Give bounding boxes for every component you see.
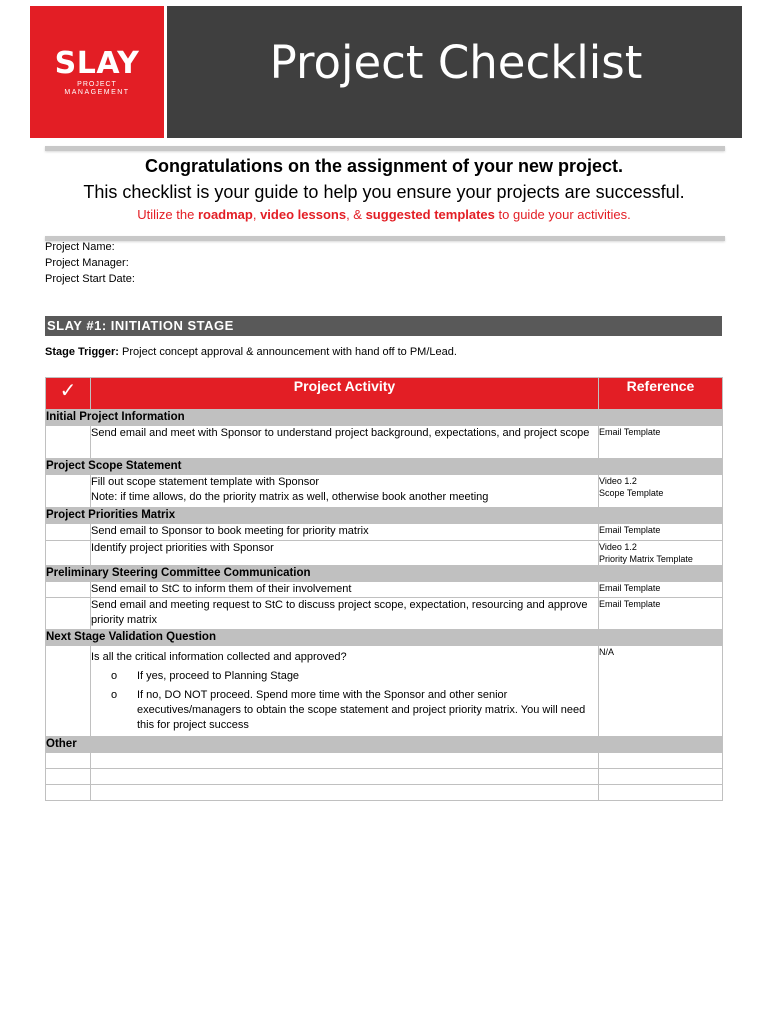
table-row xyxy=(46,753,723,769)
table-header-row xyxy=(46,378,723,410)
checkbox-cell[interactable] xyxy=(46,646,91,737)
checkbox-cell[interactable] xyxy=(46,426,91,459)
activity-cell[interactable] xyxy=(91,753,599,769)
section-row xyxy=(46,508,723,524)
activity-cell: Identify project priorities with Sponsor xyxy=(91,541,599,566)
section-row xyxy=(46,737,723,753)
table-row xyxy=(46,769,723,785)
logo-subtitle-management: MANAGEMENT xyxy=(64,89,130,96)
reference-cell[interactable]: Email Template xyxy=(599,598,723,630)
intro-congrats: Congratulations on the assignment of your new project. xyxy=(144,156,624,176)
divider-bottom xyxy=(45,236,725,241)
option-no xyxy=(111,688,598,733)
activity-cell: Send email and meeting request to StC to discuss project scope, expectation, resourcing and approve priority matrix xyxy=(91,598,599,630)
checkbox-cell[interactable] xyxy=(46,785,91,801)
stage-trigger-label: Stage Trigger: xyxy=(45,346,119,358)
activity-cell: Send email and meet with Sponsor to understand project background, expectations, and project scope xyxy=(91,426,599,459)
intro-text: to guide your activities. xyxy=(494,207,631,222)
reference-cell[interactable]: Email Template xyxy=(599,524,723,541)
checkbox-cell[interactable] xyxy=(46,769,91,785)
bullet-icon: o xyxy=(111,689,118,701)
video-reference[interactable]: Video 1.2 xyxy=(599,476,637,486)
checkbox-cell[interactable] xyxy=(46,753,91,769)
reference-cell[interactable]: Email Template xyxy=(599,582,723,598)
activity-cell xyxy=(91,646,599,737)
table-row xyxy=(46,541,723,566)
validation-question: Is all the critical information collected and approved? xyxy=(91,651,347,663)
reference-cell[interactable] xyxy=(599,785,723,801)
section-row xyxy=(46,459,723,475)
reference-cell: N/A xyxy=(599,646,723,737)
reference-cell[interactable]: Email Template xyxy=(599,426,723,459)
reference-cell xyxy=(599,541,723,566)
checkbox-cell[interactable] xyxy=(46,541,91,566)
checkbox-cell[interactable] xyxy=(46,524,91,541)
activity-text: Fill out scope statement template with Sponsor xyxy=(91,476,320,488)
project-start-date-label: Project Start Date: xyxy=(45,273,135,285)
section-other: Other xyxy=(46,737,723,753)
activity-header: Project Activity xyxy=(91,378,599,410)
template-reference[interactable]: Scope Template xyxy=(599,488,664,498)
table-row xyxy=(46,524,723,541)
intro-guide: This checklist is your guide to help you ensure your projects are successful. xyxy=(83,182,685,202)
roadmap-link[interactable]: roadmap xyxy=(197,207,253,222)
section-initial-info: Initial Project Information xyxy=(46,410,723,426)
section-row xyxy=(46,630,723,646)
activity-cell: Send email to Sponsor to book meeting for priority matrix xyxy=(91,524,599,541)
table-row xyxy=(46,646,723,737)
reference-cell[interactable] xyxy=(599,753,723,769)
activity-cell[interactable] xyxy=(91,769,599,785)
stage-trigger-text: Project concept approval & announcement with hand off to PM/Lead. xyxy=(118,346,457,358)
logo-wordmark: SLAY xyxy=(54,46,140,81)
section-priorities-matrix: Project Priorities Matrix xyxy=(46,508,723,524)
checklist-table xyxy=(45,377,723,801)
template-reference[interactable]: Priority Matrix Template xyxy=(599,554,693,564)
activity-cell xyxy=(91,475,599,508)
check-header xyxy=(46,378,91,410)
section-validation-question: Next Stage Validation Question xyxy=(46,630,723,646)
table-row xyxy=(46,785,723,801)
page-header xyxy=(30,6,742,138)
checkmark-icon: ✓ xyxy=(59,378,77,402)
intro-text: Utilize the xyxy=(137,207,198,222)
stage-heading: SLAY #1: INITIATION STAGE xyxy=(45,316,722,336)
project-manager-label: Project Manager: xyxy=(45,257,129,269)
table-row xyxy=(46,582,723,598)
page-title: Project Checklist xyxy=(269,36,643,89)
video-reference[interactable]: Video 1.2 xyxy=(599,542,637,552)
reference-cell[interactable] xyxy=(599,769,723,785)
slay-logo xyxy=(30,6,167,138)
reference-cell xyxy=(599,475,723,508)
checkbox-cell[interactable] xyxy=(46,475,91,508)
activity-cell[interactable] xyxy=(91,785,599,801)
table-row xyxy=(46,426,723,459)
activity-cell: Send email to StC to inform them of their involvement xyxy=(91,582,599,598)
activity-note: Note: if time allows, do the priority matrix as well, otherwise book another meeting xyxy=(91,491,489,503)
reference-header: Reference xyxy=(599,378,723,410)
project-name-label: Project Name: xyxy=(45,241,115,253)
checkbox-cell[interactable] xyxy=(46,582,91,598)
checkbox-cell[interactable] xyxy=(46,598,91,630)
option-no-text: If no, DO NOT proceed. Spend more time with the Sponsor and other senior executives/managers to obtain the scope statement and project priority matrix. You will need this for project success xyxy=(137,689,586,731)
intro-text: , & xyxy=(346,207,366,222)
intro-resources xyxy=(40,207,728,222)
table-row xyxy=(46,475,723,508)
option-yes xyxy=(111,669,598,684)
bullet-icon: o xyxy=(111,670,118,682)
table-row xyxy=(46,598,723,630)
section-row xyxy=(46,410,723,426)
logo-subtitle-project: PROJECT xyxy=(77,81,117,88)
option-yes-text: If yes, proceed to Planning Stage xyxy=(137,670,300,682)
suggested-templates-link[interactable]: suggested templates xyxy=(365,207,495,222)
intro-text: , xyxy=(252,207,261,222)
section-steering-committee: Preliminary Steering Committee Communication xyxy=(46,566,723,582)
section-scope-statement: Project Scope Statement xyxy=(46,459,723,475)
section-row xyxy=(46,566,723,582)
stage-trigger xyxy=(45,346,457,358)
divider-top xyxy=(45,146,725,151)
video-lessons-link[interactable]: video lessons xyxy=(260,207,347,222)
